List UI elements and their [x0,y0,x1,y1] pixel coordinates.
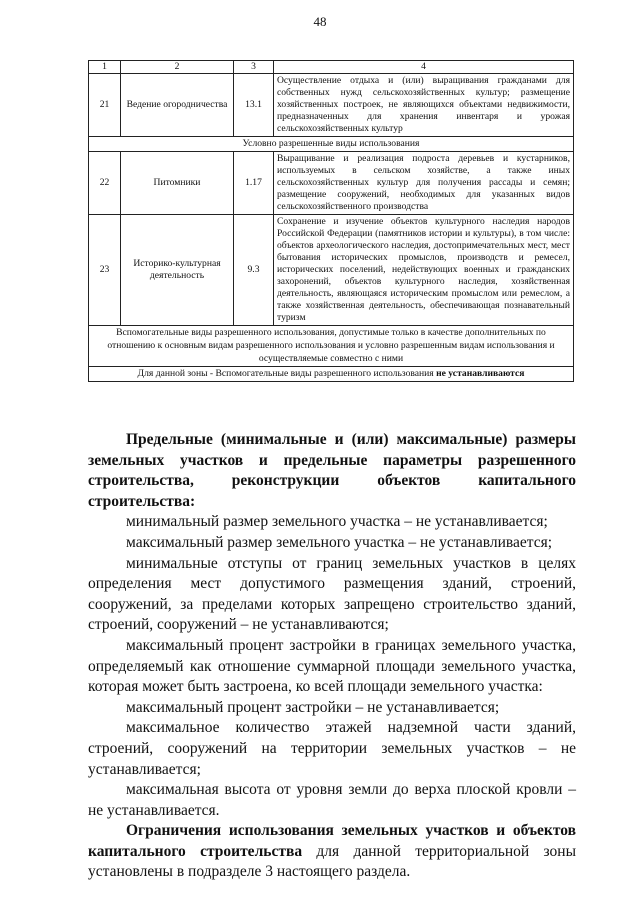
header-col-4: 4 [274,61,574,74]
row-number: 21 [89,73,121,136]
auxiliary-note [89,367,574,382]
section-row-conditional [89,136,574,151]
use-code: 1.17 [234,151,274,214]
use-description: Осуществление отдыха и (или) выращивания гражданами для собственных нужд сельскохозяйственных культур; размещение хозяйственных построек, не являющихся объектами недвижимости, предназначенных для хранения инвентаря и урожая сельскохозяйственных культур [274,73,574,136]
parameter-paragraph: максимальная высота от уровня земли до верха плоской кровли – не устанавливается. [88,781,576,819]
table-header-row [89,61,574,74]
auxiliary-note-value: не устанавливаются [436,368,525,380]
auxiliary-note-prefix: Для данной зоны - Вспомогательные виды разрешенного использования [137,368,437,380]
header-col-2: 2 [121,61,234,74]
use-name: Ведение огородничества [121,73,234,136]
parameter-paragraph: минимальный размер земельного участка – не устанавливается; [126,513,548,531]
body-text [88,430,576,883]
page-number: 48 [313,14,327,29]
table-row [89,214,574,325]
parameters-heading: Предельные (минимальные и (или) максимальные) размеры земельных участков и предельные параметры разрешенного строительства, реконструкции объектов капитального строительства: [88,431,576,510]
parameter-paragraph: максимальное количество этажей надземной части зданий, строений, сооружений на территории земельных участков – не устанавливается; [88,719,576,778]
table-row [89,151,574,214]
use-description: Сохранение и изучение объектов культурного наследия народов Российской Федерации (памятников истории и культуры), в том числе: объектов археологического наследия, достопримечательных мест, мест бытования исторических промыслов, производств и ремесел, исторических поселений, недействующих военных и гражданских захоронений, объектов культурного наследия, хозяйственная деятельность, являющаяся историческим промыслом или ремеслом, а также хозяйственная деятельность, обеспечивающая познавательный туризм [274,214,574,325]
parameter-paragraph: максимальный процент застройки – не устанавливается; [126,698,500,716]
use-code: 13.1 [234,73,274,136]
parameter-paragraph: максимальный размер земельного участка – не устанавливается; [126,533,553,551]
parameter-paragraph: минимальные отступы от границ земельных участков в целях определения мест допустимого размещения зданий, строений, сооружений, за пределами которых запрещено строительство зданий, строений, сооружений – не устанавливаются; [88,554,576,634]
section-row-auxiliary [89,325,574,367]
use-code: 9.3 [234,214,274,325]
use-name: Питомники [121,151,234,214]
table-row [89,73,574,136]
section-title-conditional: Условно разрешенные виды использования [89,136,574,151]
restrictions-paragraph [88,821,576,883]
header-col-3: 3 [234,61,274,74]
parameter-paragraph: максимальный процент застройки в границах земельного участка, определяемый как отношение суммарной площади земельного участка, которая может быть застроена, ко всей площади земельного участка: [88,636,576,696]
header-col-1: 1 [89,61,121,74]
section-title-auxiliary: Вспомогательные виды разрешенного использования, допустимые только в качестве дополнительных по отношению к основным видам разрешенного использования и условно разрешенным видам использования и осуществляемые совместно с ними [89,325,574,367]
row-number: 22 [89,151,121,214]
use-name: Историко-культурная деятельность [121,214,234,325]
row-number: 23 [89,214,121,325]
auxiliary-note-row [89,367,574,382]
permitted-use-table [88,60,574,382]
use-description: Выращивание и реализация подроста деревьев и кустарников, используемых в сельском хозяйстве, а также иных сельскохозяйственных культур для получения рассады и семян; размещение сооружений, необходимых для указанных видов сельскохозяйственного производства [274,151,574,214]
restrictions-lead: Ограничения использования земельных участков и объектов капитального строительства [88,822,576,860]
restrictions-text: Ограничения использования земельных участков и объектов капитального строительства для данной территориальной зоны установлены в подразделе 3 настоящего раздела. [88,822,576,881]
